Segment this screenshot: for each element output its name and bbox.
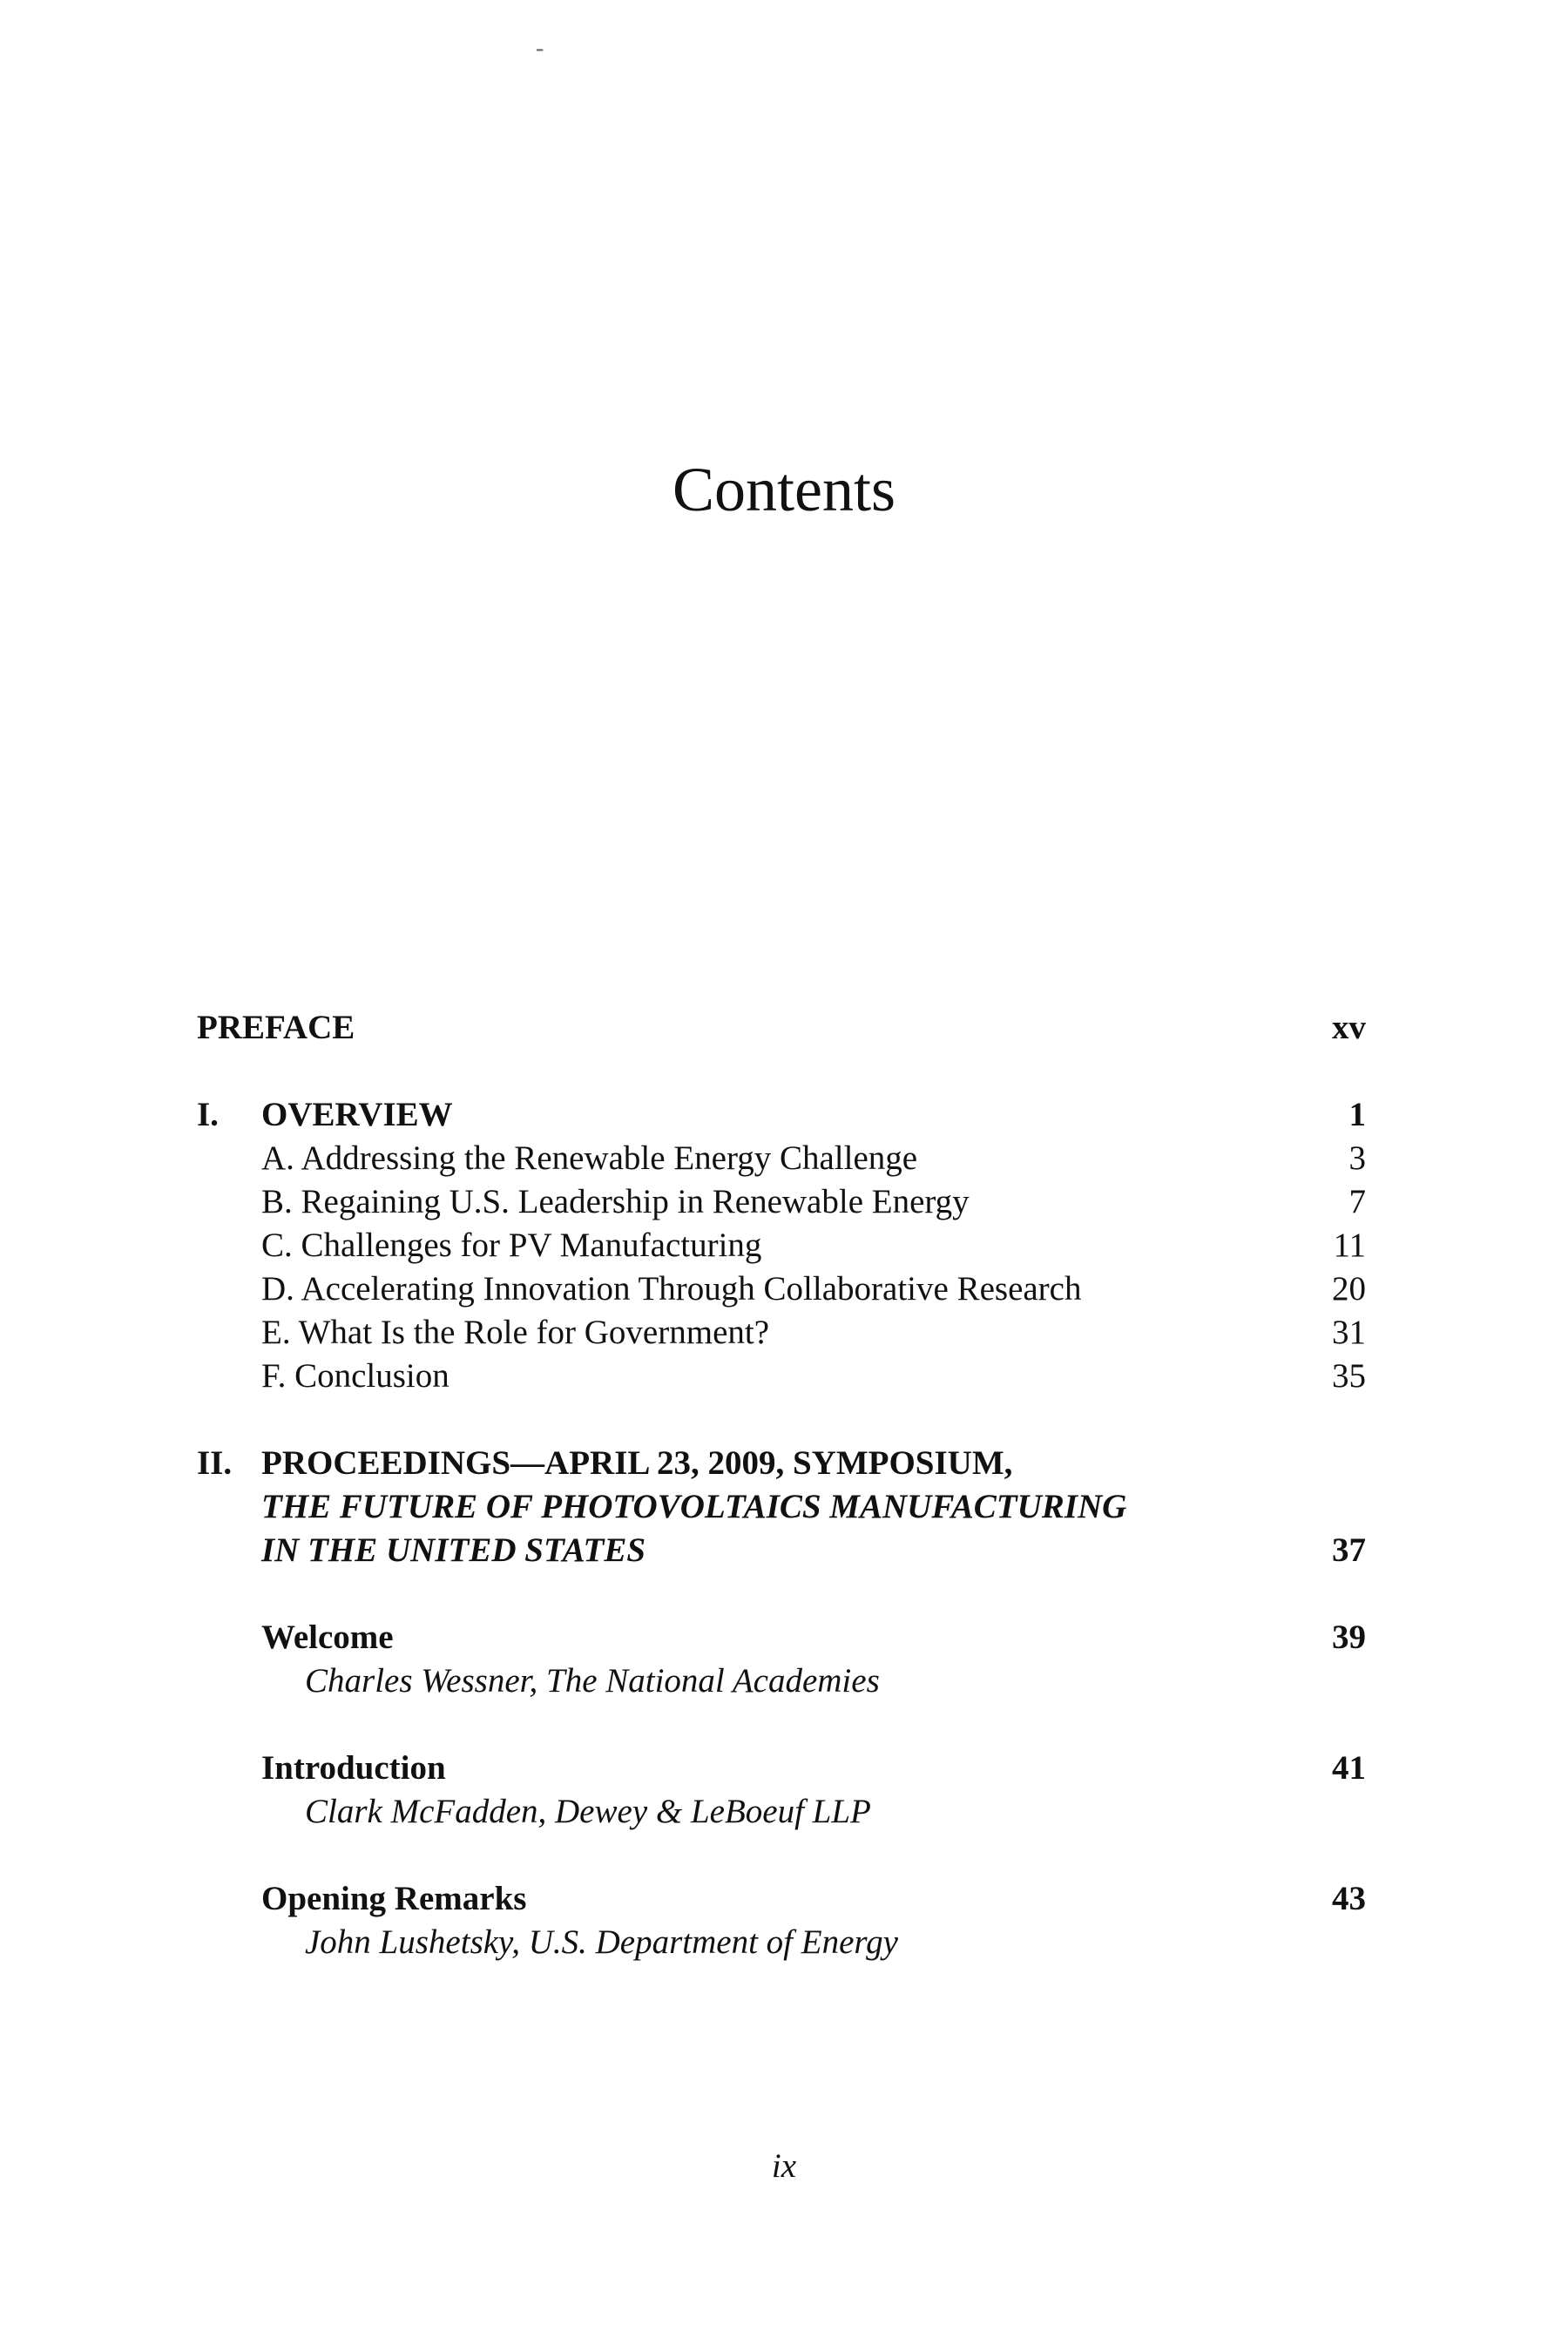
toc-page-number: 11 — [1333, 1227, 1366, 1264]
speaker-name: Clark McFadden, Dewey & LeBoeuf LLP — [305, 1793, 871, 1830]
speaker-name: John Lushetsky, U.S. Department of Energy — [305, 1923, 898, 1961]
toc-entry-label: C. Challenges for PV Manufacturing — [261, 1227, 762, 1264]
toc-speaker — [0, 1921, 1568, 1964]
toc-page-number: 31 — [1332, 1314, 1366, 1351]
toc-section[interactable] — [0, 1180, 1568, 1224]
toc-page-number: 1 — [1348, 1096, 1366, 1133]
toc-page-number: 41 — [1332, 1749, 1366, 1787]
toc-section[interactable] — [0, 1355, 1568, 1398]
toc-section[interactable] — [0, 1267, 1568, 1311]
toc-chapter-proceedings-title[interactable] — [0, 1529, 1568, 1572]
toc-entry-label: Welcome — [261, 1619, 394, 1656]
toc-page-number: 35 — [1332, 1357, 1366, 1395]
symposium-title-line: IN THE UNITED STATES — [261, 1531, 646, 1569]
toc-entry-label: Opening Remarks — [261, 1880, 527, 1917]
toc-section[interactable] — [0, 1224, 1568, 1267]
toc-page-number: xv — [1332, 1009, 1366, 1046]
toc-entry-label: PREFACE — [197, 1009, 355, 1046]
toc-entry-label: B. Regaining U.S. Leadership in Renewable Energy — [261, 1183, 970, 1220]
toc-entry-label: OVERVIEW — [261, 1096, 453, 1133]
chapter-number: II. — [197, 1444, 233, 1482]
toc-entry-label: D. Accelerating Innovation Through Collaborative Research — [261, 1270, 1082, 1308]
toc-speaker — [0, 1659, 1568, 1703]
toc-entry-label: PROCEEDINGS—APRIL 23, 2009, SYMPOSIUM, — [261, 1444, 1013, 1482]
toc-chapter-proceedings[interactable] — [0, 1442, 1568, 1485]
toc-page-number: 3 — [1348, 1139, 1366, 1177]
toc-section[interactable] — [0, 1137, 1568, 1180]
toc-section[interactable] — [0, 1311, 1568, 1355]
toc-item-introduction[interactable] — [0, 1747, 1568, 1790]
chapter-number: I. — [197, 1096, 219, 1133]
toc-speaker — [0, 1790, 1568, 1834]
toc-page-number: 37 — [1332, 1531, 1366, 1569]
toc-entry-preface[interactable] — [0, 1006, 1568, 1050]
speaker-name: Charles Wessner, The National Academies — [305, 1662, 880, 1700]
toc-chapter-proceedings-title[interactable] — [0, 1485, 1568, 1529]
page-title: Contents — [672, 455, 896, 525]
toc-entry-label: Introduction — [261, 1749, 446, 1787]
toc-entry-label: F. Conclusion — [261, 1357, 449, 1395]
toc-page-number: 39 — [1332, 1619, 1366, 1656]
toc-entry-label: A. Addressing the Renewable Energy Challenge — [261, 1139, 918, 1177]
stray-mark: - — [536, 35, 544, 62]
symposium-title-line: THE FUTURE OF PHOTOVOLTAICS MANUFACTURING — [261, 1488, 1127, 1525]
toc-page-number: 43 — [1332, 1880, 1366, 1917]
toc-item-welcome[interactable] — [0, 1616, 1568, 1659]
toc-item-opening-remarks[interactable] — [0, 1877, 1568, 1921]
toc-entry-label: E. What Is the Role for Government? — [261, 1314, 770, 1351]
toc-page-number: 7 — [1348, 1183, 1366, 1220]
toc-page-number: 20 — [1332, 1270, 1366, 1308]
page-number-footer: ix — [771, 2147, 797, 2185]
toc-chapter-overview[interactable] — [0, 1093, 1568, 1137]
